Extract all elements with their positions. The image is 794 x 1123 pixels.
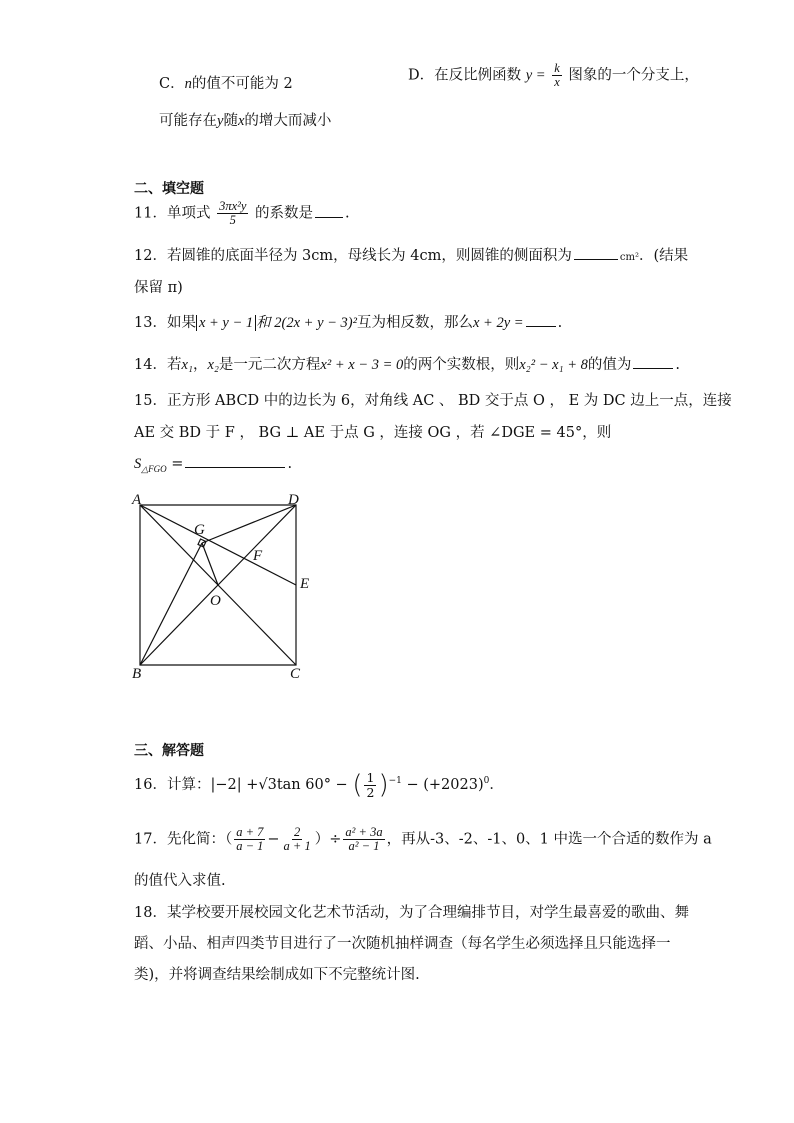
q11-answer-blank[interactable] [315,216,343,218]
option-c-text: 的值不可能为 2 [191,76,293,92]
q18-line1: 18．某学校要开展校园文化艺术节活动，为了合理编排节目，对学生最喜爱的歌曲、舞 [134,905,689,921]
option-c-prefix: C． [159,76,185,92]
q14-prefix: 14．若 [134,357,182,373]
q13-mid: 和 2(2x + y − 3)² [256,315,357,331]
q17-frac2 [282,826,313,853]
q17-f1-den: a − 1 [236,839,264,854]
option-d-cont-mid: 随 [223,113,238,129]
question-14 [134,353,680,374]
q15-sub: △FGO [141,463,167,474]
label-d: D [288,492,299,508]
q14-mid2: 的两个实数根，则 [403,357,520,373]
option-d-cont-x: x [237,113,245,129]
label-o: O [210,593,221,609]
question-16 [134,770,504,800]
q13-abs-expr: x + y − 1 [196,315,256,331]
q14-end: . [675,357,680,373]
q15-end: . [287,456,293,472]
q12-unit: cm² [619,252,639,263]
q16-rparen: ) [378,770,389,800]
option-d-continued [159,109,331,130]
q15-eq: = [166,456,184,472]
q16-tan: tan 60° − [276,777,348,793]
q17-frac1 [234,826,265,853]
question-11 [134,200,350,227]
q12-line2: 保留 π) [134,280,183,296]
question-17 [134,826,712,853]
q11-fraction [217,200,248,227]
option-d-eq: y = [525,67,546,84]
q17-minus: − [267,831,280,848]
q14-mid: 是一元二次方程 [218,357,321,373]
q14-rest: 的值为 [587,357,632,373]
q14-expr: x₂² − x₁ + 8 [519,357,588,373]
option-c-var: n [184,76,192,92]
q17-prefix: 17．先化简：（ [134,831,233,848]
q17-f3-den: a² − 1 [348,839,380,854]
q16-half [364,771,376,798]
q16-p2: − (+2023) [406,777,484,793]
q12-line1-end: ．(结果 [638,248,689,264]
q12-line1: 12．若圆锥的底面半径为 3cm，母线长为 4cm，则圆锥的侧面积为 [134,248,572,264]
q17-frac3 [343,826,384,853]
segment-ae [140,505,296,585]
q14-sep: ， [192,357,208,373]
q13-expr: x + 2y = [472,315,524,331]
q13-mid2: 互为相反数，那么 [356,315,473,331]
q15-line1: 15．正方形 ABCD 中的边长为 6，对角线 AC 、 BD 交于点 O ， E 为 DC 边上一点，连接 [134,393,732,409]
q13-prefix: 13．如果 [134,315,196,331]
q17-f1-num: a + 7 [236,825,264,839]
question-12 [134,244,688,265]
label-a: A [132,492,142,508]
q14-answer-blank[interactable] [633,367,673,369]
option-d-cont-y: y [217,113,224,129]
q11-prefix: 11．单项式 [134,205,211,222]
option-d-text: 图象的一个分支上， [568,67,699,84]
section-fill-blank-title: 二、填空题 [134,181,204,197]
q16-lparen: ( [352,770,363,800]
option-d-cont-rest: 的增大而减小 [244,113,332,129]
q12-answer-blank[interactable] [574,258,618,260]
q18-line3: 类)，并将调查结果绘制成如下不完整统计图. [134,967,420,983]
q16-power0: 0 [483,776,490,787]
q17-rest: ，再从-3、-2、-1、0、1 中选一个合适的数作为 a [386,831,712,848]
square-diagram [120,490,330,690]
option-d-prefix: D．在反比例函数 [408,67,522,84]
q16-prefix: 16．计算： [134,777,211,793]
q16-end: ． [489,777,504,793]
q13-end: . [557,315,563,331]
q17-f2-den: a + 1 [283,839,311,854]
option-d-k: k [554,61,560,75]
q18-line2: 蹈、小品、相声四类节目进行了一次随机抽样调查（每名学生必须选择且只能选择一 [134,936,671,952]
q16-abs: |−2| + [210,777,259,793]
question-13 [134,311,562,332]
segment-bg [140,543,202,665]
option-c [159,72,293,93]
label-b: B [132,666,142,682]
q16-half-num: 1 [366,770,375,786]
section-solve-title: 三、解答题 [134,743,204,759]
q14-equation: x² + x − 3 = 0 [320,357,404,373]
q17-close: ）÷ [314,831,342,848]
segment-gd [202,505,296,543]
q11-numerator: 3πx²y [219,199,247,213]
label-c: C [290,666,301,682]
option-d-x: x [554,75,560,90]
q11-text: 的系数是 [255,205,314,222]
q16-half-den: 2 [366,784,375,800]
q11-end: . [345,205,350,222]
option-d-fraction [552,62,562,89]
q16-sqrt: √3 [258,777,277,793]
q14-x2: x₂ [207,357,219,373]
label-e: E [300,576,310,592]
segment-go [202,543,218,585]
q16-power: −1 [388,776,402,787]
q15-line2: AE 交 BD 于 F ， BG ⊥ AE 于点 G ，连接 OG ，若 ∠DGE = 45°，则 [134,425,612,441]
label-g: G [194,522,205,538]
q15-line3 [134,456,292,475]
q13-answer-blank[interactable] [526,325,556,327]
geometry-figure [120,490,330,690]
q15-answer-blank[interactable] [185,466,285,468]
q14-x1: x₁ [181,357,193,373]
q17-line2: 的值代入求值. [134,873,226,889]
q17-f2-num: 2 [294,825,301,839]
label-f: F [253,548,263,564]
option-d [408,62,699,89]
q17-f3-num: a² + 3a [345,825,383,839]
option-d-cont-pre: 可能存在 [159,113,217,129]
q11-denominator: 5 [229,213,236,228]
q15-s: S [134,456,142,472]
